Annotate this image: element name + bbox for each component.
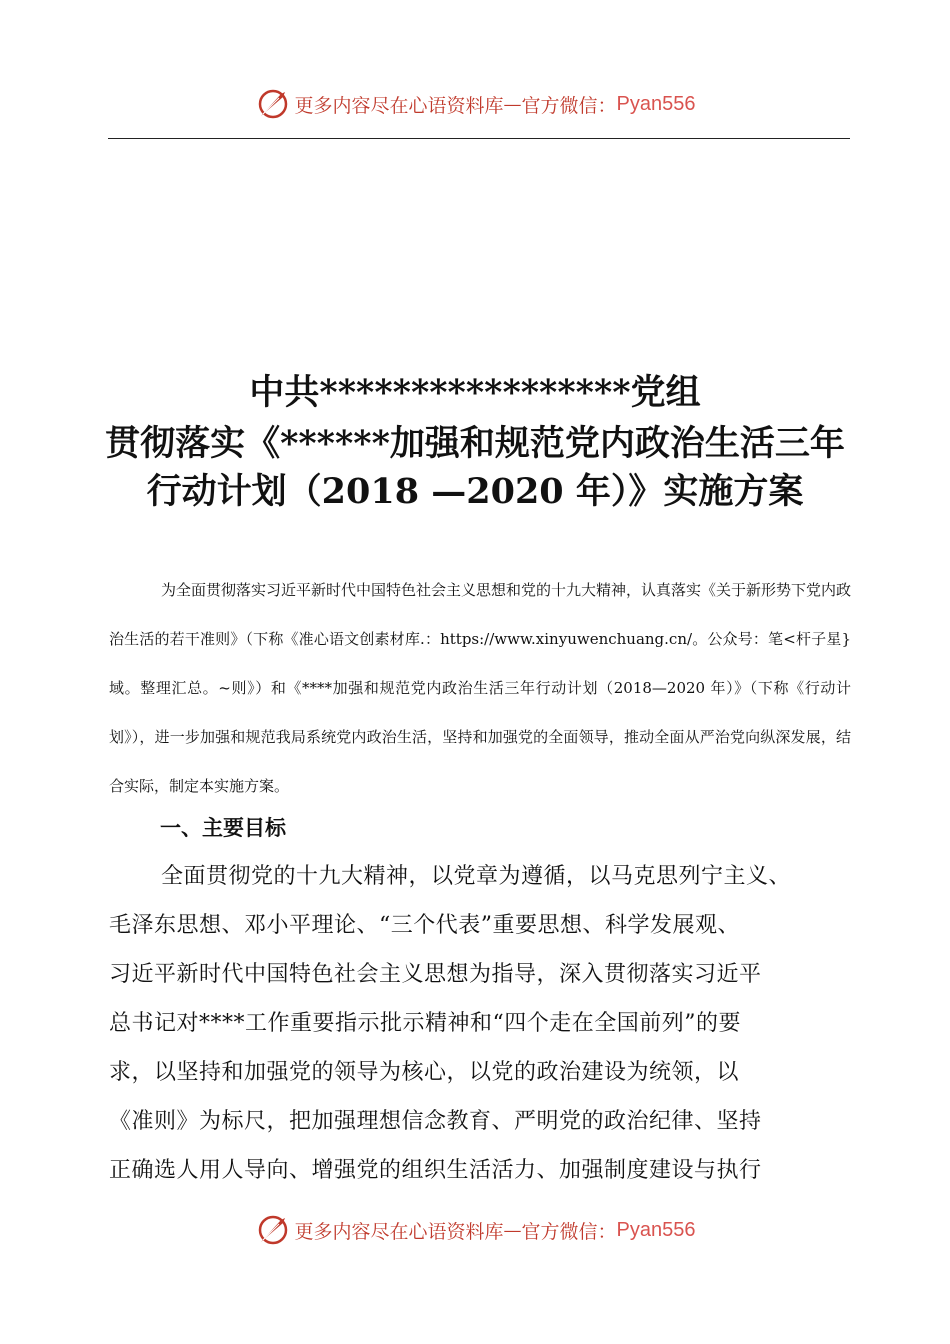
title-line-1: 中共*****************党组 [249, 372, 701, 413]
quill-logo-icon [255, 1212, 291, 1248]
footer-dash: — [503, 1219, 522, 1241]
footer-banner [0, 1210, 950, 1250]
header-banner [0, 84, 950, 124]
intro-section [109, 566, 851, 811]
title-line-2: 贯彻落实《******加强和规范党内政治生活三年 [105, 423, 845, 464]
banner-dash: — [503, 93, 522, 115]
body-line: 毛泽东思想、邓小平理论、“三个代表”重要思想、科学发展观、 [109, 913, 740, 938]
section-heading-goals: 一、主要目标 [160, 816, 286, 840]
footer-wechat-label: 官方微信： [521, 1220, 617, 1243]
body-line: 《准则》为标尺，把加强理想信念教育、严明党的政治纪律、坚持 [109, 1109, 762, 1134]
footer-brand: 更多内容尽在心语资料库 [294, 1220, 504, 1243]
banner-wechat-label: 官方微信： [521, 94, 617, 117]
footer-wechat-id: Pyan556 [616, 1218, 696, 1241]
body-line: 习近平新时代中国特色社会主义思想为指导，深入贯彻落实习近平 [109, 962, 762, 987]
body-line: 总书记对****工作重要指示批示精神和“四个走在全国前列”的要 [109, 1011, 741, 1036]
quill-logo-icon [255, 86, 291, 122]
body-line: 全面贯彻党的十九大精神，以党章为遵循，以马克思列宁主义、 [161, 864, 792, 889]
banner-brand: 更多内容尽在心语资料库 [294, 94, 504, 117]
title-line-3: 行动计划（2018 —2020 年）》实施方案 [146, 471, 804, 512]
intro-paragraph: 为全面贯彻落实习近平新时代中国特色社会主义思想和党的十九大精神，认真落实《关于新形势下党内政治生活的若干准则》（下称《准心语文创素材库.：https://www.xinyuwenchuang.cn/。公众号：笔<杆子星}域。整理汇总。~则》）和《****加强和规范党内政治生活三年行动计划（2018—2020 年）》（下称《行动计划》），进一步加强和规范我局系统党内政治生活，坚持和加强党的全面领导，推动全面从严治党向纵深发展，结合实际，制定本实施方案。 [109, 581, 852, 795]
body-line: 正确选人用人导向、增强党的组织生活活力、加强制度建设与执行 [109, 1158, 762, 1183]
header-divider [108, 138, 850, 139]
section-body [109, 852, 851, 1195]
banner-wechat-id: Pyan556 [616, 92, 696, 115]
body-line: 求，以坚持和加强党的领导为核心，以党的政治建设为统领，以 [109, 1060, 740, 1085]
